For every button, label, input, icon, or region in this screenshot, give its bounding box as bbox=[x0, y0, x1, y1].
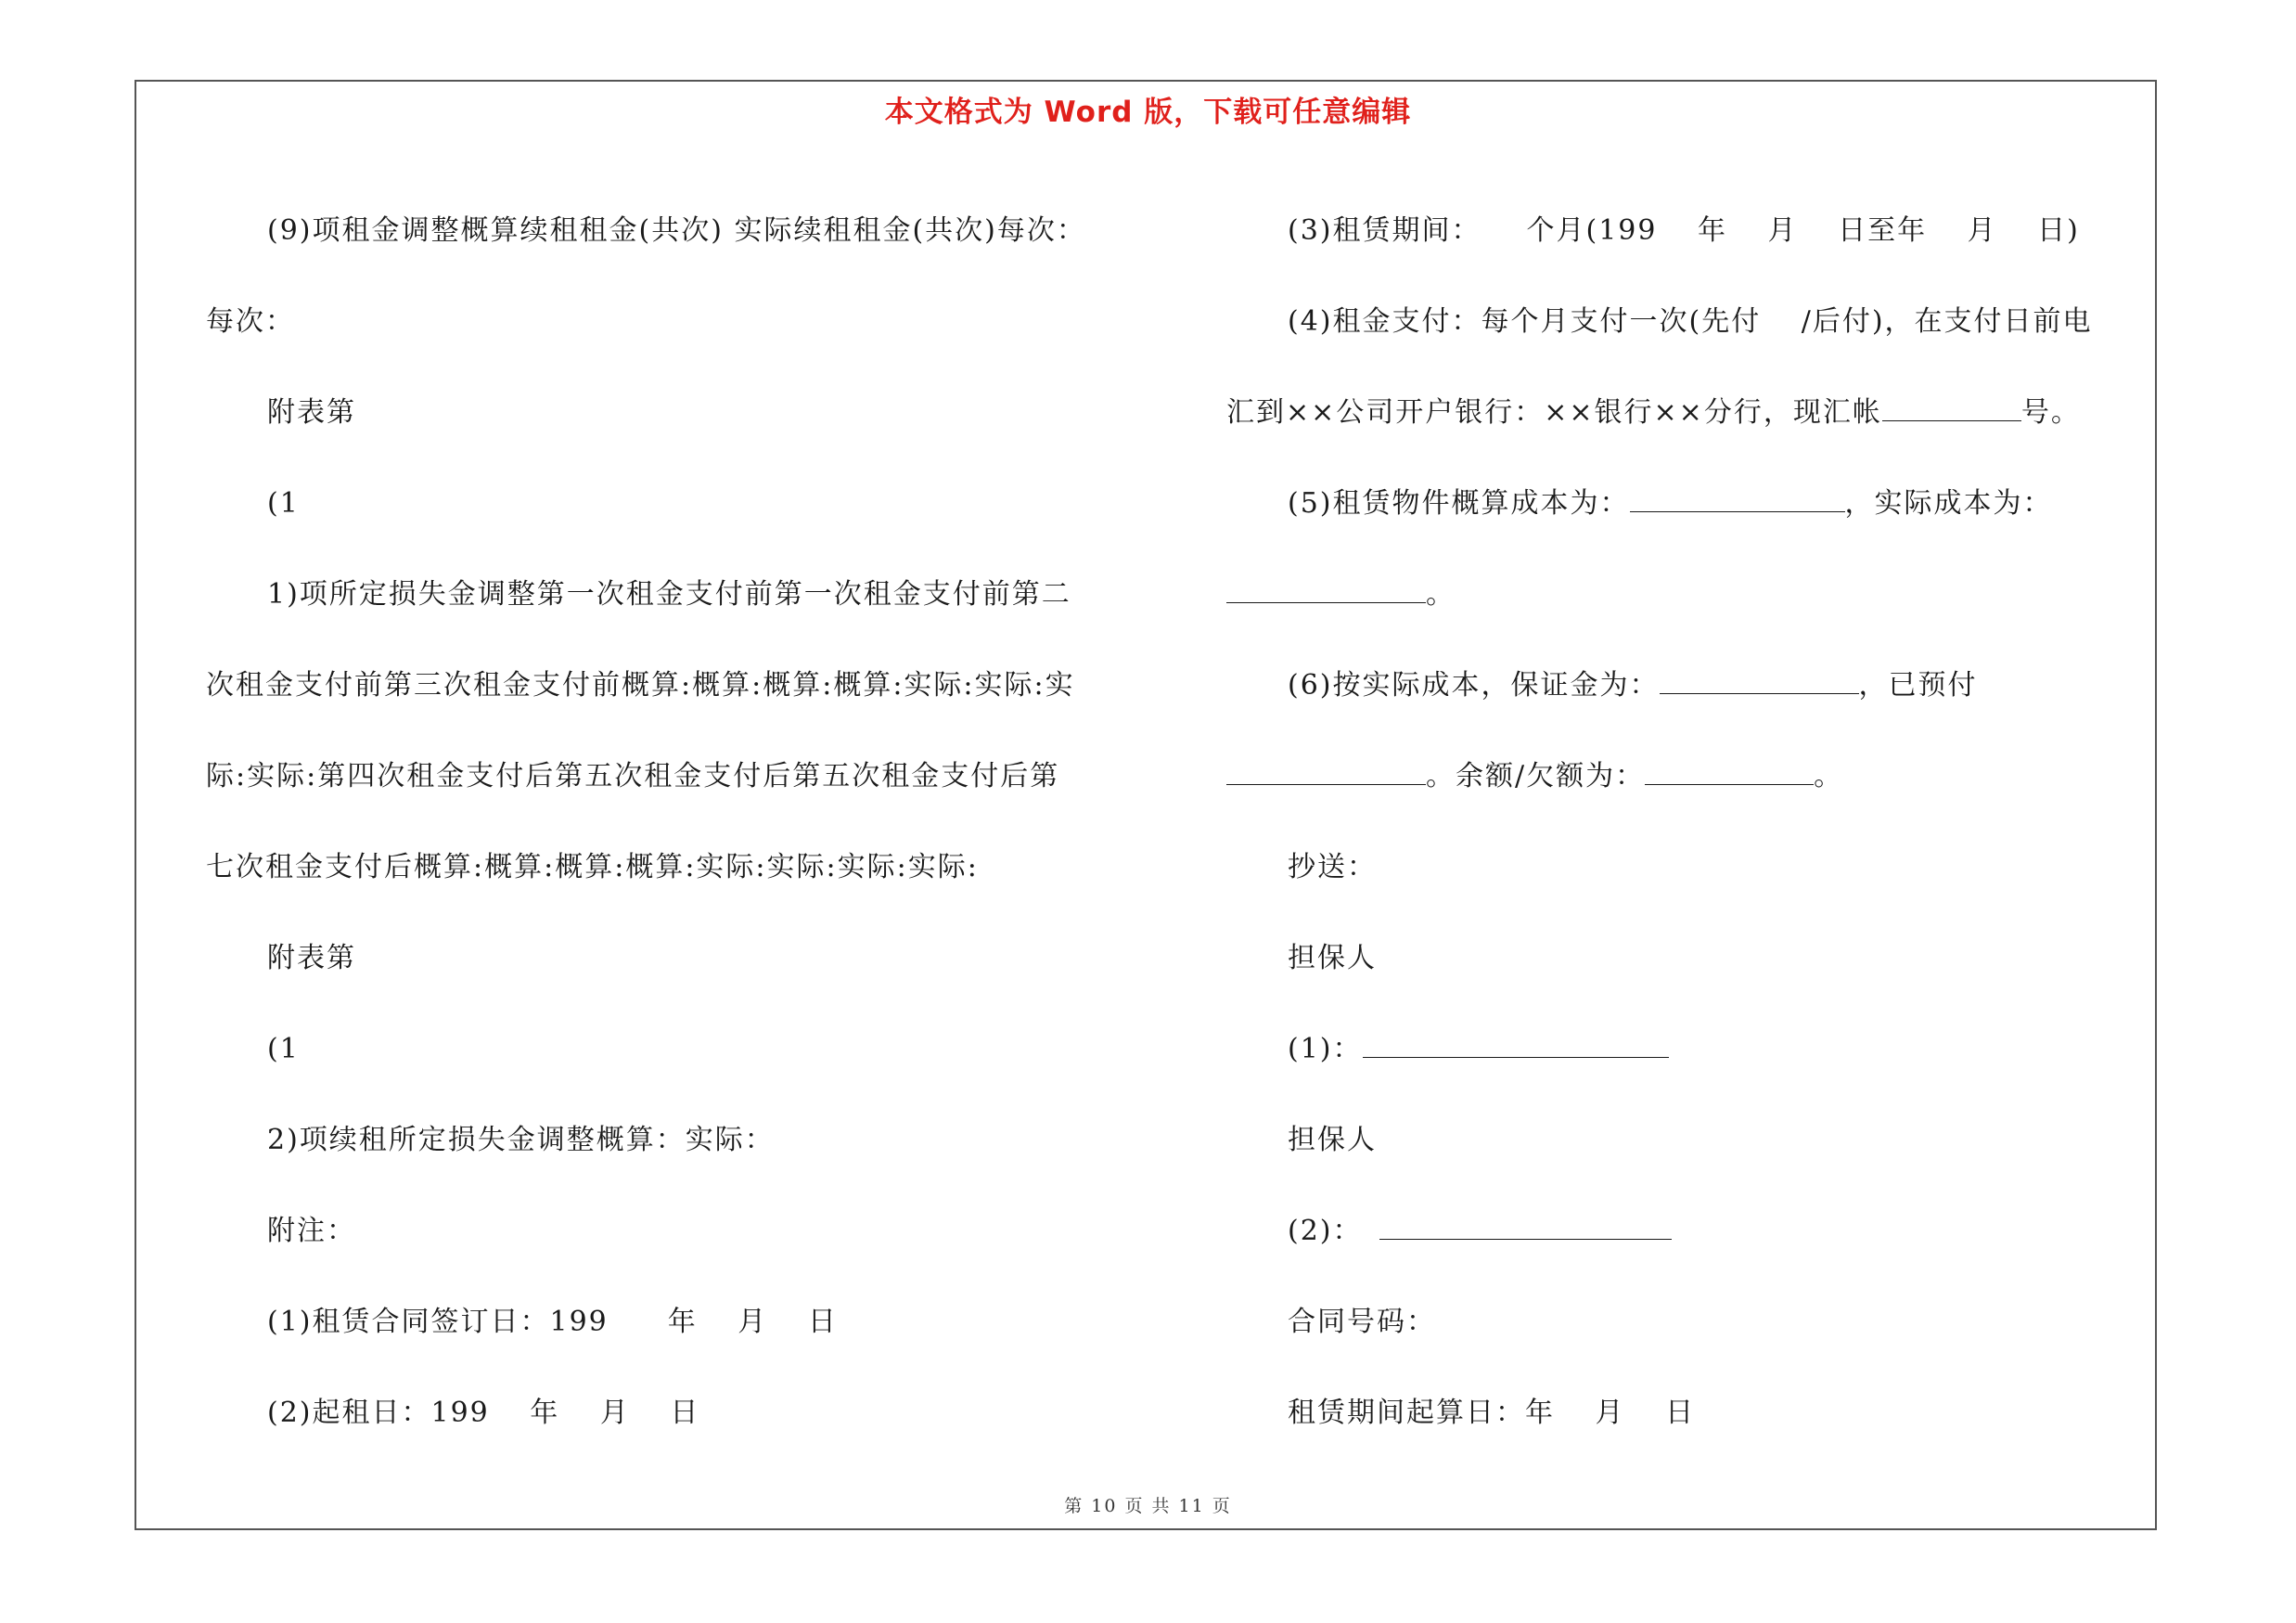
paragraph-line: 附表第 bbox=[267, 396, 356, 429]
prepaid-label: ，已预付 bbox=[1858, 669, 1978, 702]
paragraph-line: 1)项所定损失金调整第一次租金支付前第一次租金支付前第二 bbox=[267, 578, 1071, 611]
lease-period-line: (3)租赁期间： 个月(199 年 月 日至年 月 日) bbox=[1288, 214, 2080, 247]
balance-end: 。 bbox=[1814, 760, 1844, 792]
actual-cost-line bbox=[1226, 549, 2145, 640]
deposit-line bbox=[1226, 640, 2145, 731]
paragraph-line: (1)租赁合同签订日：199 年 月 日 bbox=[267, 1306, 838, 1338]
rent-payment-line: (4)租金支付：每个月支付一次(先付 /后付)，在支付日前电 bbox=[1288, 305, 2093, 338]
paragraph-line: 次租金支付前第三次租金支付前概算:概算:概算:概算:实际:实际:实 bbox=[206, 669, 1075, 702]
guarantor-1-label: (1)： bbox=[1288, 1033, 1363, 1065]
balance-label: 。余额/欠额为： bbox=[1426, 760, 1646, 792]
left-column bbox=[206, 186, 1143, 1459]
actual-cost-label: ，实际成本为： bbox=[1844, 487, 2053, 520]
estimated-cost-line bbox=[1226, 458, 2145, 549]
actual-cost-blank bbox=[1226, 578, 1426, 603]
paragraph-line: 附表第 bbox=[267, 942, 356, 974]
guarantor-2-line bbox=[1226, 1186, 2145, 1277]
lease-start-date-line: 租赁期间起算日：年 月 日 bbox=[1288, 1397, 1696, 1429]
guarantor-label: 担保人 bbox=[1288, 1124, 1377, 1156]
contract-number-label: 合同号码： bbox=[1288, 1306, 1436, 1338]
paragraph-line: (1 bbox=[267, 1033, 300, 1065]
deposit-blank bbox=[1660, 669, 1859, 694]
paragraph-line: (9)项租金调整概算续租租金(共次) 实际续租租金(共次)每次： bbox=[267, 214, 1086, 247]
account-number-blank bbox=[1882, 396, 2021, 421]
guarantor-2-blank bbox=[1379, 1215, 1672, 1240]
prepaid-blank bbox=[1226, 760, 1426, 785]
paragraph-line: 际:实际:第四次租金支付后第五次租金支付后第五次租金支付后第 bbox=[206, 760, 1060, 792]
paragraph-line: 附注： bbox=[267, 1215, 356, 1247]
paragraph-line: 七次租金支付后概算:概算:概算:概算:实际:实际:实际:实际: bbox=[206, 851, 979, 883]
deposit-label: (6)按实际成本，保证金为： bbox=[1288, 669, 1660, 702]
balance-line bbox=[1226, 731, 2145, 822]
paragraph-line: 每次： bbox=[206, 305, 295, 338]
paragraph-line: 2)项续租所定损失金调整概算：实际： bbox=[267, 1124, 775, 1156]
estimated-cost-blank bbox=[1630, 487, 1845, 512]
actual-cost-end: 。 bbox=[1426, 578, 1456, 611]
account-number-suffix: 号。 bbox=[2020, 396, 2081, 429]
paragraph-line: (2)起租日：199 年 月 日 bbox=[267, 1397, 700, 1429]
guarantor-2-label: (2)： bbox=[1288, 1215, 1363, 1247]
guarantor-1-line bbox=[1226, 1004, 2145, 1095]
estimated-cost-label: (5)租赁物件概算成本为： bbox=[1288, 487, 1630, 520]
remittance-text: 汇到××公司开户银行：××银行××分行，现汇帐 bbox=[1226, 396, 1882, 429]
guarantor-label: 担保人 bbox=[1288, 942, 1377, 974]
balance-blank bbox=[1645, 760, 1814, 785]
right-column bbox=[1226, 186, 2145, 1459]
paragraph-line: (1 bbox=[267, 487, 300, 520]
format-notice-banner: 本文格式为 Word 版，下载可任意编辑 bbox=[884, 96, 1412, 129]
page-number-footer: 第 10 页 共 11 页 bbox=[1064, 1496, 1232, 1516]
cc-label: 抄送： bbox=[1288, 851, 1377, 883]
remittance-line bbox=[1226, 367, 2145, 458]
guarantor-1-blank bbox=[1363, 1033, 1669, 1058]
